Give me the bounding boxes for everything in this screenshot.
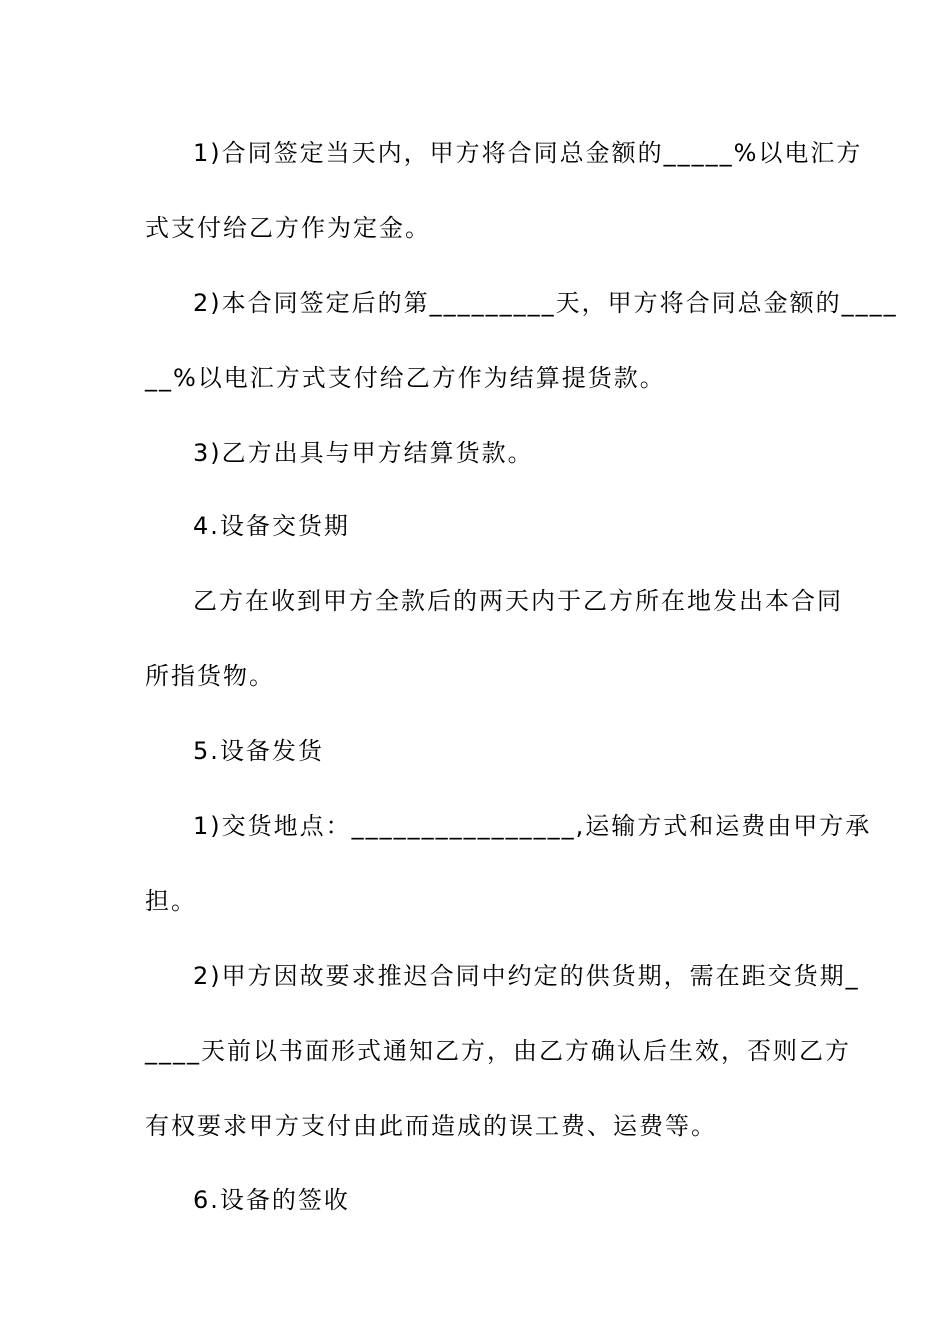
paragraph-line-4: __%以电汇方式支付给乙方作为结算提货款。 (145, 364, 666, 392)
paragraph-line-10: 1)交货地点：________________,运输方式和运费由甲方承 (193, 812, 872, 840)
section-heading-4: 4.设备交货期 (193, 512, 350, 540)
paragraph-line-3: 2)本合同签定后的第_________天，甲方将合同总金额的____ (193, 289, 898, 317)
section-heading-6: 6.设备的签收 (193, 1186, 350, 1214)
paragraph-line-2: 式支付给乙方作为定金。 (145, 214, 431, 242)
paragraph-line-5: 3)乙方出具与甲方结算货款。 (193, 439, 534, 467)
paragraph-line-7: 乙方在收到甲方全款后的两天内于乙方所在地发出本合同 (193, 587, 843, 615)
paragraph-line-11: 担。 (145, 887, 197, 915)
paragraph-line-14: 有权要求甲方支付由此而造成的误工费、运费等。 (145, 1112, 717, 1140)
paragraph-line-1: 1)合同签定当天内，甲方将合同总金额的_____%以电汇方 (193, 139, 863, 167)
paragraph-line-13: ____天前以书面形式通知乙方，由乙方确认后生效，否则乙方 (145, 1037, 851, 1065)
paragraph-line-12: 2)甲方因故要求推迟合同中约定的供货期，需在距交货期_ (193, 962, 860, 990)
paragraph-line-8: 所指货物。 (145, 662, 275, 690)
section-heading-5: 5.设备发货 (193, 737, 324, 765)
